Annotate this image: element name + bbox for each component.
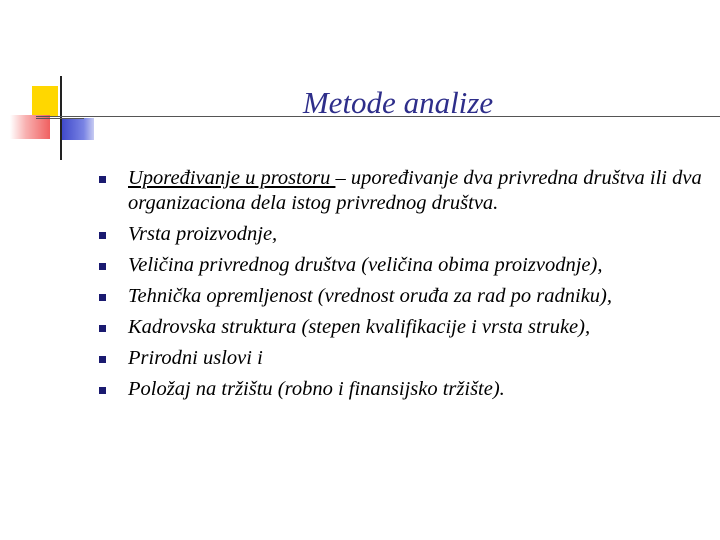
square-bullet-icon xyxy=(99,263,106,270)
square-bullet-icon xyxy=(99,387,106,394)
square-bullet-icon xyxy=(99,294,106,301)
bullet-text: Prirodni uslovi i xyxy=(128,347,263,369)
list-item xyxy=(96,315,706,340)
list-item xyxy=(96,284,706,309)
list-item xyxy=(96,377,706,402)
bullet-text: Vrsta proizvodnje, xyxy=(128,223,278,245)
square-bullet-icon xyxy=(99,232,106,239)
list-item xyxy=(96,346,706,371)
slide-title: Metode analize xyxy=(302,85,494,120)
blue-square-icon xyxy=(60,118,94,140)
list-item xyxy=(96,253,706,278)
list-item xyxy=(96,166,706,216)
bullet-text: Tehnička opremljenost (vrednost oruđa za rad po radniku), xyxy=(128,285,612,307)
decorative-squares-logo-icon xyxy=(0,0,110,170)
list-item xyxy=(96,222,706,247)
square-bullet-icon xyxy=(99,176,106,183)
bullet-lead-text: Upoređivanje u prostoru xyxy=(128,167,336,189)
bullet-text: – upoređivanje dva privredna društva ili dva organizaciona dela istog privrednog društva. xyxy=(128,167,702,214)
bullet-text: Kadrovska struktura (stepen kvalifikacije i vrsta struke), xyxy=(128,316,591,338)
bullet-text: Položaj na tržištu (robno i finansijsko tržište). xyxy=(128,378,505,400)
bullet-text: Veličina privrednog društva (veličina obima proizvodnje), xyxy=(128,254,603,276)
bullet-list xyxy=(96,166,706,408)
square-bullet-icon xyxy=(99,356,106,363)
square-bullet-icon xyxy=(99,325,106,332)
